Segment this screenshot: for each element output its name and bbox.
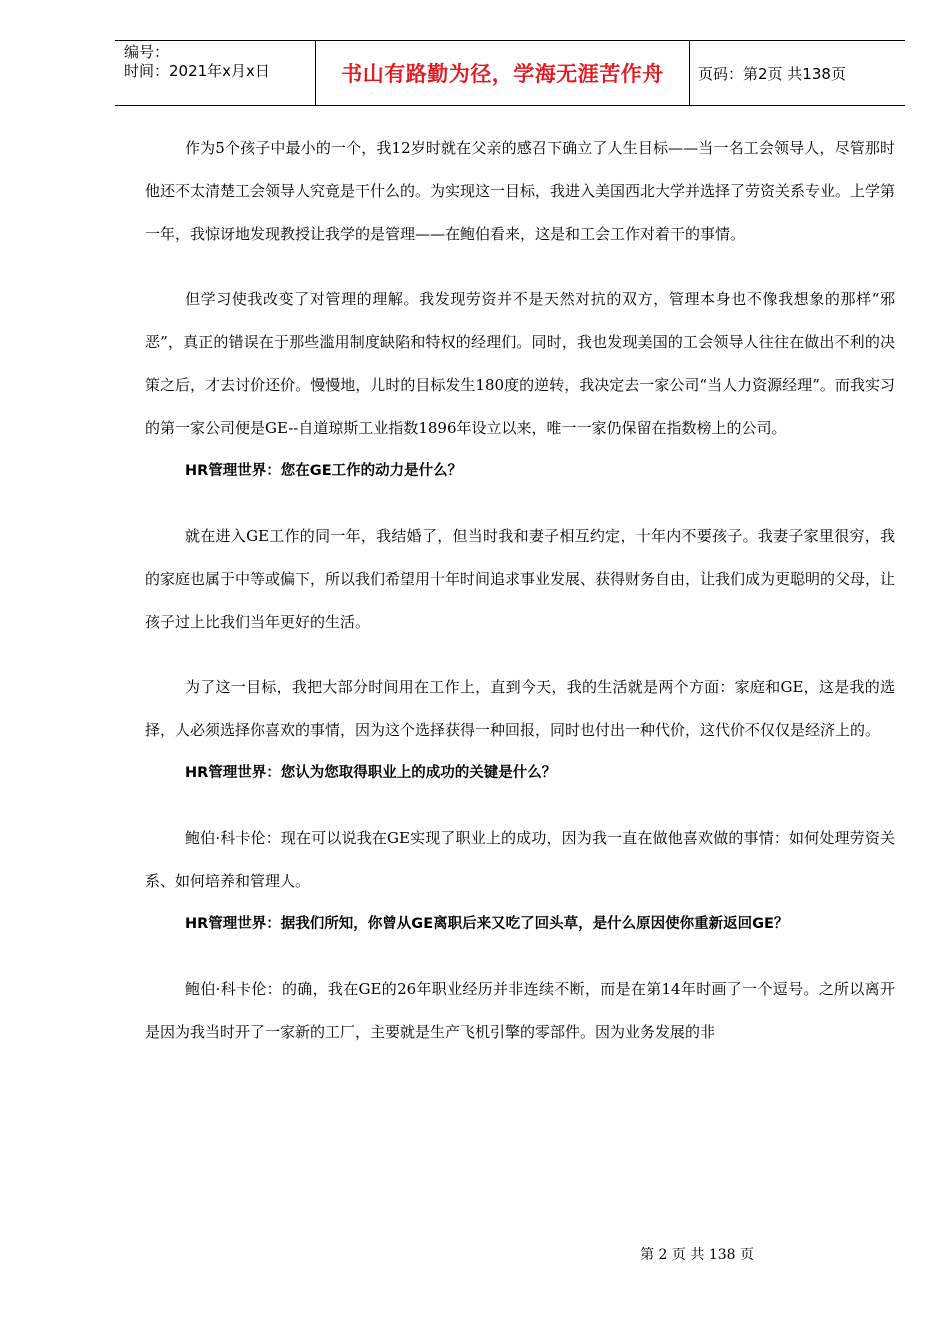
header-page-info: 页码：第2页 共138页	[698, 64, 846, 83]
document-body	[145, 127, 895, 1054]
paragraph-5: 鲍伯·科卡伦：现在可以说我在GE实现了职业上的成功，因为我一直在做他喜欢做的事情：如何处理劳资关系、如何培养和管理人。	[145, 829, 895, 890]
paragraph-6: 鲍伯·科卡伦：的确，我在GE的26年职业经历并非连续不断，而是在第14年时画了一个逗号。之所以离开是因为我当时开了一家新的工厂，主要就是生产飞机引擎的零部件。因为业务发展的非	[145, 980, 895, 1041]
paragraph-2: 但学习使我改变了对管理的理解。我发现劳资并不是天然对抗的双方，管理本身也不像我想象的那样“邪恶”，真正的错误在于那些滥用制度缺陷和特权的经理们。同时，我也发现美国的工会领导人往往在做出不利的决策之后，才去讨价还价。慢慢地，儿时的目标发生180度的逆转，我决定去一家公司“当人力资源经理”。而我实习的第一家公司便是GE--自道琼斯工业指数1896年设立以来，唯一一家仍保留在指数榜上的公司。	[145, 290, 895, 437]
page-footer: 第 2 页 共 138 页	[640, 1247, 754, 1263]
header-meta	[115, 41, 316, 105]
time-label: 时间：2021年x月x日	[124, 62, 270, 80]
question-3: HR管理世界：据我们所知，你曾从GE离职后来又吃了回头草，是什么原因使你重新返回GE？	[185, 916, 789, 932]
question-2: HR管理世界：您认为您取得职业上的成功的关键是什么？	[185, 765, 557, 781]
serial-label: 编号：	[124, 43, 170, 61]
question-1: HR管理世界：您在GE工作的动力是什么？	[185, 463, 463, 479]
page-header	[115, 40, 905, 106]
paragraph-1: 作为5个孩子中最小的一个，我12岁时就在父亲的感召下确立了人生目标——当一名工会领导人，尽管那时他还不太清楚工会领导人究竟是干什么的。为实现这一目标，我进入美国西北大学并选择了劳资关系专业。上学第一年，我惊讶地发现教授让我学的是管理——在鲍伯看来，这是和工会工作对着干的事情。	[145, 139, 896, 243]
paragraph-4: 为了这一目标，我把大部分时间用在工作上，直到今天，我的生活就是两个方面：家庭和GE，这是我的选择，人必须选择你喜欢的事情，因为这个选择获得一种回报，同时也付出一种代价，这代价不仅仅是经济上的。	[145, 678, 895, 739]
paragraph-3: 就在进入GE工作的同一年，我结婚了，但当时我和妻子相互约定，十年内不要孩子。我妻子家里很穷，我的家庭也属于中等或偏下，所以我们希望用十年时间追求事业发展、获得财务自由，让我们成为更聪明的父母，让孩子过上比我们当年更好的生活。	[145, 527, 896, 631]
header-motto: 书山有路勤为径，学海无涯苦作舟	[316, 41, 690, 105]
